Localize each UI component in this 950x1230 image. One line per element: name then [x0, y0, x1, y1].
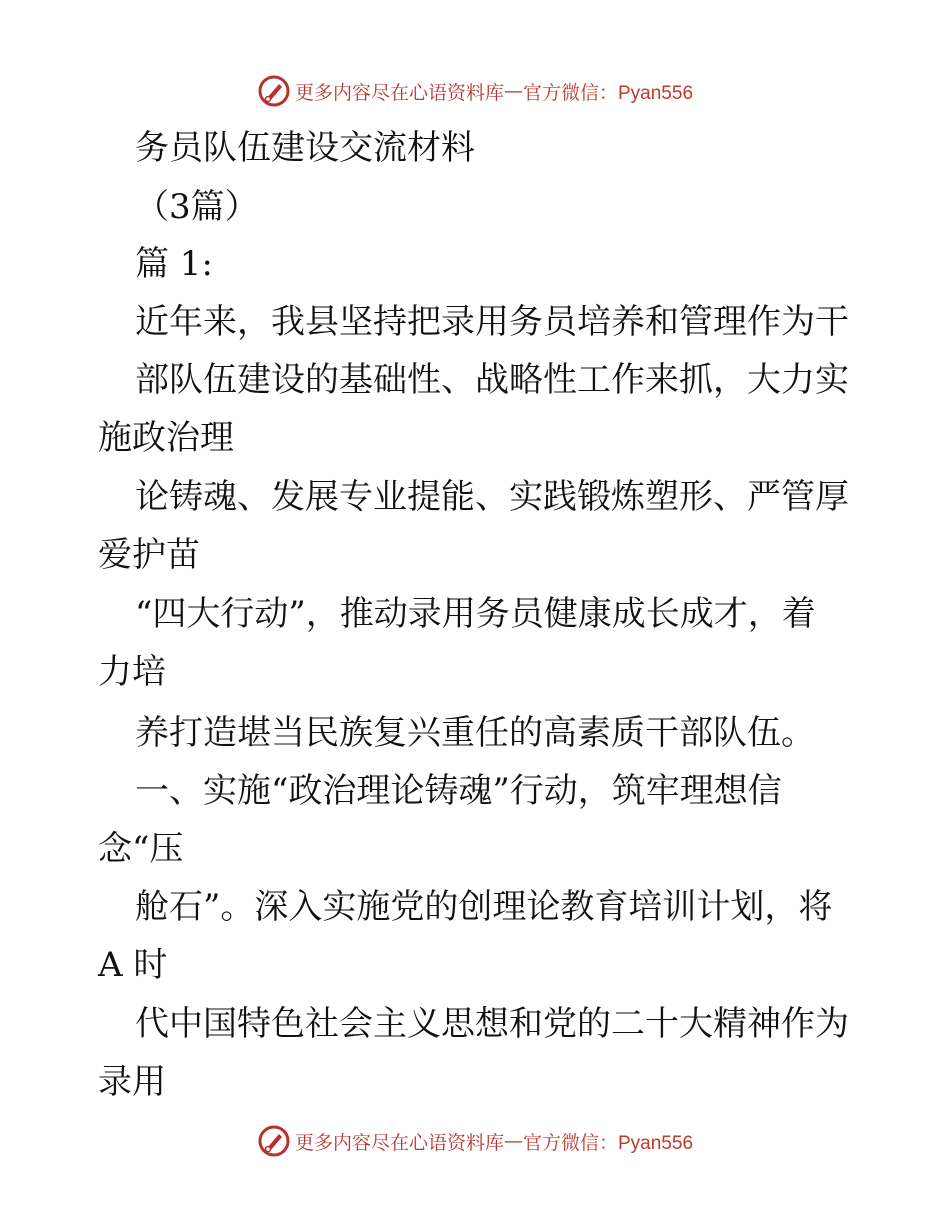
banner-dash: — — [504, 80, 523, 102]
footer-banner — [0, 1121, 950, 1161]
paragraph-line: 施政治理 — [98, 418, 234, 458]
paragraph-line: 一、实施“政治理论铸魂”行动，筑牢理想信 — [135, 771, 782, 811]
banner-dash: — — [504, 1130, 523, 1152]
paragraph-line: 近年来，我县坚持把录用务员培养和管理作为干 — [135, 302, 849, 342]
banner-wechat: 官方微信：Pyan556 — [523, 82, 694, 104]
banner-text: 更多内容尽在心语资料库 — [294, 1131, 504, 1154]
paragraph-line: 力培 — [98, 652, 166, 692]
paragraph-line: A 时 — [98, 945, 168, 985]
paragraph-line: 代中国特色社会主义思想和党的二十大精神作为 — [135, 1004, 849, 1044]
banner-text: 更多内容尽在心语资料库 — [294, 81, 504, 104]
doc-title: 务员队伍建设交流材料 — [135, 128, 475, 168]
paragraph-line: 部队伍建设的基础性、战略性工作来抓，大力实 — [135, 360, 849, 400]
banner-wechat: 官方微信：Pyan556 — [523, 1132, 694, 1154]
paragraph-line: 爱护苗 — [98, 535, 200, 575]
paragraph-line: 舱石”。深入实施党的创理论教育培训计划，将 — [135, 887, 833, 927]
doc-subtitle: （3篇） — [135, 187, 259, 227]
paragraph-line: 论铸魂、发展专业提能、实践锻炼塑形、严管厚 — [135, 477, 849, 517]
paragraph-line: 念“压 — [98, 829, 184, 869]
paragraph-line: 养打造堪当民族复兴重任的高素质干部队伍。 — [135, 713, 815, 753]
section-heading: 篇 1: — [135, 244, 213, 284]
paragraph-line: 录用 — [98, 1062, 166, 1102]
pen-logo-icon — [257, 1124, 291, 1158]
paragraph-line: “四大行动”，推动录用务员健康成长成才，着 — [135, 594, 816, 634]
